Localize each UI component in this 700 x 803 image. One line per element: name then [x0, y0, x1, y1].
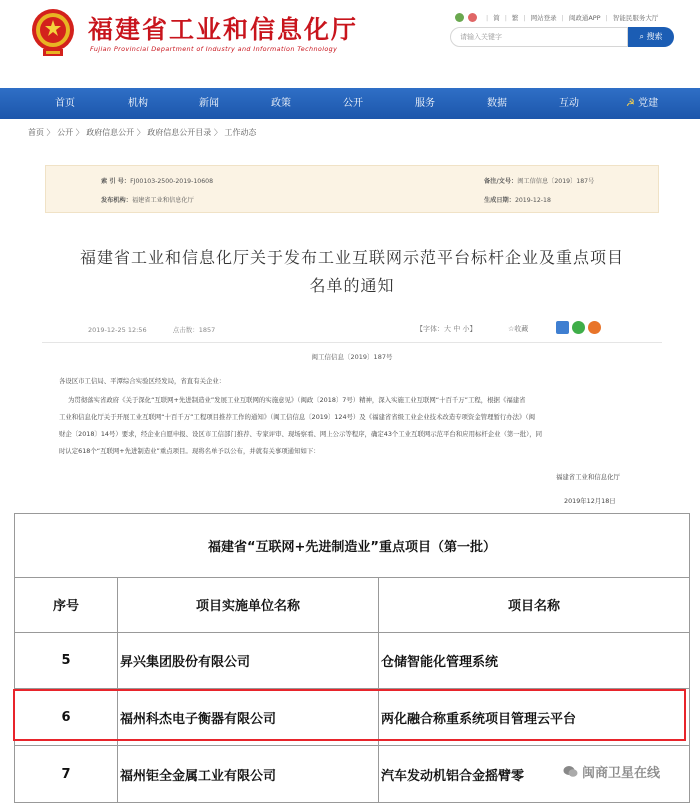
cell-seq: 7: [15, 746, 118, 803]
wechat-icon[interactable]: [455, 13, 464, 22]
nav-item-interaction[interactable]: 互动: [559, 98, 579, 109]
breadcrumb-home[interactable]: 首页: [28, 128, 44, 137]
nav-item-policy[interactable]: 政策: [271, 98, 291, 109]
cell-company: 昇兴集团股份有限公司: [118, 632, 379, 689]
document-title-line2: 名单的通知: [309, 276, 395, 295]
watermark-text: 闽商卫星在线: [582, 766, 661, 781]
project-table: [14, 513, 690, 803]
table-row: [15, 632, 690, 689]
body-line-1: 为贯彻落实省政府《关于深化“互联网+先进制造业”发展工业互联网的实施意见》（闽政〔2018〕7号）精神，深入实施工业互联网“十百千万”工程，根据《福建省: [68, 396, 526, 404]
cell-company: 福州科杰电子衡器有限公司: [118, 689, 379, 746]
table-row-highlighted: [15, 689, 690, 746]
share-weibo-icon[interactable]: [588, 321, 601, 334]
nav-item-data[interactable]: 数据: [487, 98, 507, 109]
hits-count: 点击数：1857: [172, 326, 216, 334]
nav-item-service[interactable]: 服务: [415, 98, 435, 109]
document-card: [28, 148, 676, 510]
nav-item-organization[interactable]: 机构: [128, 98, 148, 109]
site-header: [0, 0, 700, 88]
link-simplified[interactable]: 简: [493, 14, 500, 22]
publish-time: 2019-12-25 12:56: [88, 326, 147, 334]
cell-seq: 6: [15, 689, 118, 746]
document-meta: [45, 165, 659, 213]
cell-project: 汽车发动机铝合金摇臂零: [379, 746, 690, 803]
meta-publisher: 发布机构：福建省工业和信息化厅: [101, 197, 194, 204]
cell-project: 两化融合称重系统项目管理云平台: [379, 689, 690, 746]
search-icon: ⌕: [639, 32, 644, 41]
header-project: 项目名称: [379, 577, 690, 632]
main-nav: [0, 88, 700, 119]
cell-company: 福州钜全金属工业有限公司: [118, 746, 379, 803]
wechat-watermark-icon: [563, 765, 578, 778]
national-emblem-icon: [28, 6, 78, 58]
breadcrumb-work-news[interactable]: 工作动态: [224, 128, 257, 137]
link-app[interactable]: 闽政通APP: [568, 14, 601, 22]
breadcrumb-gov-info[interactable]: 政府信息公开: [86, 128, 135, 137]
sign-date: 2019年12月18日: [564, 497, 616, 505]
weibo-icon[interactable]: [468, 13, 477, 22]
search-input[interactable]: 请输入关键字: [450, 27, 628, 47]
breadcrumb-public[interactable]: 公开: [57, 128, 74, 137]
table-header-row: [15, 577, 690, 632]
breadcrumb-gov-info-catalog[interactable]: 政府信息公开目录: [147, 128, 212, 137]
body-line-2: 工业和信息化厅关于开展工业互联网“十百千万”工程项目推荐工作的通知》（闽工信信息〔2019〕124号）及《福建省省级工业企业技术改造专项资金管理暂行办法》（闽: [59, 413, 536, 421]
share-wechat-icon[interactable]: [572, 321, 585, 334]
breadcrumb: 首页 〉 公开 〉 政府信息公开 〉 政府信息公开目录 〉 工作动态: [28, 128, 257, 137]
document-title-line1: 福建省工业和信息化厅关于发布工业互联网示范平台标杆企业及重点项目: [79, 248, 624, 267]
signature: 福建省工业和信息化厅: [556, 473, 620, 481]
body-line-4: 时认定618个“互联网+先进制造业”重点项目。现将名单予以公布，并就有关事项通知如下：: [59, 447, 320, 455]
table-caption: 福建省“互联网+先进制造业”重点项目（第一批）: [15, 514, 690, 578]
meta-index: 索 引 号：FJ00103-2500-2019-10608: [101, 178, 214, 185]
link-service-hall[interactable]: 智能民服务大厅: [612, 14, 659, 22]
link-traditional[interactable]: 繁: [511, 14, 519, 22]
top-links: | 简 | 繁 | 网站登录 | 闽政通APP | 智能民服务大厅: [455, 13, 658, 22]
body-line-3: 财企〔2018〕14号）要求，经企业自愿申报、设区市工信部门推荐、专家评审、现场察看、网上公示等程序，确定43个工业互联网示范平台和应用标杆企业（第一批），同: [59, 430, 543, 438]
document-number: 闽工信信息〔2019〕187号: [311, 353, 393, 361]
meta-date: 生成日期：2019-12-18: [484, 197, 551, 204]
document-infobar: [88, 325, 215, 334]
nav-item-public[interactable]: 公开: [343, 98, 363, 109]
font-size-control[interactable]: 【字体：大 中 小】: [416, 325, 477, 333]
favorite-button[interactable]: ☆收藏: [508, 325, 529, 333]
nav-item-news[interactable]: 新闻: [199, 98, 219, 109]
site-name[interactable]: 福建省工业和信息化厅: [88, 15, 359, 44]
cell-seq: 5: [15, 632, 118, 689]
search-button[interactable]: [628, 27, 674, 47]
party-icon: ☭: [625, 98, 635, 109]
share-buttons: [556, 321, 604, 334]
site-name-english: Fujian Provincial Department of Industry and Information Technology: [90, 45, 338, 53]
cell-project: 仓储智能化管理系统: [379, 632, 690, 689]
meta-docno: 备注/文号：闽工信信息〔2019〕187号: [484, 178, 595, 185]
search-button-label: 搜索: [646, 32, 663, 41]
link-login[interactable]: 网站登录: [530, 14, 557, 22]
share-plus-icon[interactable]: [556, 321, 569, 334]
header-company: 项目实施单位名称: [118, 577, 379, 632]
nav-item-party[interactable]: [612, 88, 672, 119]
divider: [42, 342, 662, 343]
salutation: 各设区市工信局、平潭综合实验区经发局，省直有关企业：: [59, 377, 226, 385]
header-seq: 序号: [15, 577, 118, 632]
nav-item-party-label: 党建: [638, 98, 659, 109]
nav-item-home[interactable]: 首页: [55, 98, 75, 109]
